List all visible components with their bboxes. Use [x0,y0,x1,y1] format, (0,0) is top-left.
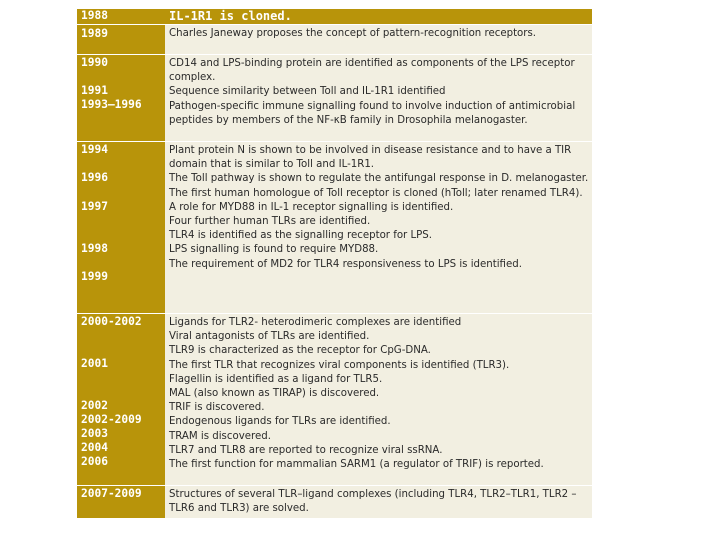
event-text: Structures of several TLR–ligand complexes (including TLR4, TLR2–TLR1, TLR2 –TLR6 and TLR3) are solved. [169,489,577,515]
event-text: TLR9 is characterized as the receptor for CpG-DNA. [169,345,431,357]
year-label: 2002-2009 [81,413,142,426]
event-text: Viral antagonists of TLRs are identified. [169,331,370,343]
year-label: 2002 [81,399,108,412]
event-text: TLR7 and TLR8 are reported to recognize viral ssRNA. [169,444,443,456]
year-label: 1998 [81,242,108,255]
year-label: 1993–1996 [81,98,142,111]
event-text: TRAM is discovered. [169,430,271,442]
event-text: CD14 and LPS-binding protein are identified as components of the LPS receptor complex. [169,58,575,84]
year-cell [77,314,165,486]
event-text: Flagellin is identified as a ligand for TLR5. [169,373,383,385]
event-text: Ligands for TLR2- heterodimeric complexes are identified [169,317,462,328]
event-text: The first TLR that recognizes viral components is identified (TLR3). [169,359,510,371]
event-text: Sequence similarity between Toll and IL-1R1 identified [169,86,446,98]
timeline-row [77,55,592,142]
header-year: 1988 [77,9,165,25]
year-cell [77,55,165,142]
year-label: 1997 [81,200,108,213]
event-text: MAL (also known as TIRAP) is discovered. [169,388,380,400]
timeline-row [77,25,592,55]
year-cell [77,142,165,314]
event-text: The Toll pathway is shown to regulate the antifungal response in D. melanogaster. [169,173,589,185]
event-text: Four further human TLRs are identified. [169,216,371,228]
year-label: 2006 [81,455,108,468]
event-text: Charles Janeway proposes the concept of pattern-recognition receptors. [169,28,537,39]
year-label: 1994 [81,143,108,156]
header-event: IL-1R1 is cloned. [165,9,592,25]
event-text: The first function for mammalian SARM1 (a regulator of TRIF) is reported. [169,459,544,471]
timeline-header-row [77,9,592,25]
event-text: TLR4 is identified as the signalling receptor for LPS. [169,230,433,242]
year-label: 1999 [81,270,108,283]
year-label: 2000-2002 [81,315,142,328]
event-text: TRIF is discovered. [169,402,265,414]
year-label: 1996 [81,171,108,184]
year-cell [77,25,165,55]
year-label: 2004 [81,441,108,454]
year-label: 2007-2009 [81,487,142,500]
event-text: LPS signalling is found to require MYD88. [169,244,379,256]
event-cell [165,25,592,55]
timeline-row [77,486,592,518]
timeline-row [77,314,592,486]
event-text: A role for MYD88 in IL-1 receptor signalling is identified. [169,201,454,213]
year-label: 1991 [81,84,108,97]
year-cell [77,486,165,518]
event-cell [165,486,592,518]
event-text: Plant protein N is shown to be involved in disease resistance and to have a TIR domain that is similar to Toll and IL-1R1. [169,145,572,171]
timeline-table [77,9,592,518]
event-cell [165,314,592,486]
event-text: The first human homologue of Toll receptor is cloned (hToll; later renamed TLR4). [169,187,583,199]
event-text: Endogenous ligands for TLRs are identified. [169,416,391,428]
event-text: The requirement of MD2 for TLR4 responsiveness to LPS is identified. [169,258,522,270]
timeline-row [77,142,592,314]
year-label: 1989 [81,27,108,40]
event-text: Pathogen-specific immune signalling found to involve induction of antimicrobial peptides by members of the NF-κB family in Drosophila melanogaster. [169,100,576,126]
year-label: 1990 [81,56,108,69]
year-label: 2001 [81,357,108,370]
event-cell [165,55,592,142]
year-label: 2003 [81,427,108,440]
event-cell [165,142,592,314]
